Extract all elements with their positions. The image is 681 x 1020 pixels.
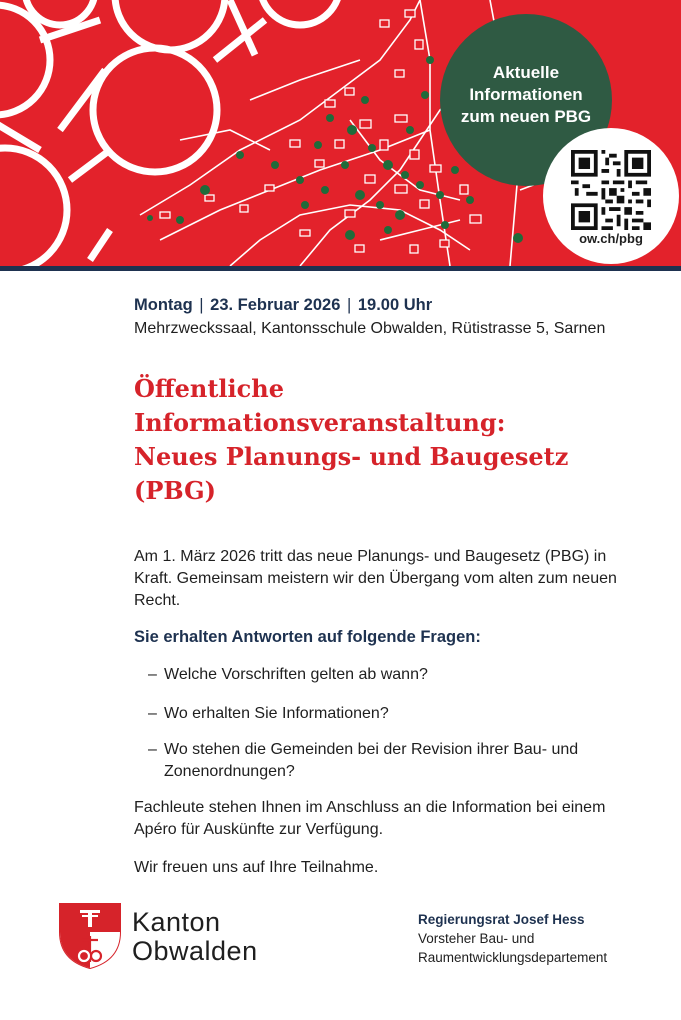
qr-badge[interactable] xyxy=(543,128,679,264)
question-list xyxy=(148,664,628,686)
page-title xyxy=(134,372,654,508)
separator: | xyxy=(346,296,352,314)
list-item xyxy=(148,664,628,686)
event-datetime xyxy=(134,294,654,316)
title-line: Öffentliche xyxy=(134,374,284,403)
list-dash: – xyxy=(148,705,157,722)
signature-block xyxy=(418,910,658,967)
info-badge-line: Informationen xyxy=(469,85,583,104)
list-item xyxy=(148,703,628,725)
canton-line: Kanton xyxy=(132,907,221,937)
title-line: Informationsveranstaltung: xyxy=(134,408,506,437)
event-time: 19.00 Uhr xyxy=(357,296,433,314)
event-day: Montag xyxy=(134,296,193,314)
question-text: Welche Vorschriften gelten ab wann? xyxy=(164,666,428,683)
event-date: 23. Februar 2026 xyxy=(210,296,341,314)
qr-url[interactable]: ow.ch/pbg xyxy=(579,231,643,246)
intro-paragraph: Am 1. März 2026 tritt das neue Planungs- und Baugesetz (PBG) in Kraft. Gemeinsam meistern wir den Übergang vom alten zum neuen Recht. xyxy=(134,548,617,609)
title-line: (PBG) xyxy=(134,476,216,505)
question-text: Wo stehen die Gemeinden bei der Revision ihrer Bau- und Zonenordnungen? xyxy=(164,741,579,780)
header-banner xyxy=(0,0,681,266)
closing-line: Wir freuen uns auf Ihre Teilnahme. xyxy=(134,859,379,876)
canton-logotype xyxy=(132,908,258,966)
event-details xyxy=(134,294,654,340)
info-badge-line: zum neuen PBG xyxy=(460,107,592,126)
question-list xyxy=(148,739,628,783)
canton-line: Obwalden xyxy=(132,936,258,966)
list-item xyxy=(148,739,628,783)
header-divider xyxy=(0,266,681,271)
canton-crest xyxy=(58,902,122,975)
signer-role: Raumentwicklungsdepartement xyxy=(418,950,608,965)
signer-name: Regierungsrat Josef Hess xyxy=(418,912,585,927)
outro-paragraph: Fachleute stehen Ihnen im Anschluss an die Information bei einem Apéro für Auskünfte zur Verfügung. xyxy=(134,799,606,838)
signer-role: Vorsteher Bau- und xyxy=(418,931,535,946)
obwalden-coat-of-arms-icon xyxy=(58,902,122,970)
question-list xyxy=(148,703,628,725)
qr-code-icon[interactable] xyxy=(571,150,651,230)
event-location: Mehrzweckssaal, Kantonsschule Obwalden, Rütistrasse 5, Sarnen xyxy=(134,320,606,337)
list-dash: – xyxy=(148,741,157,758)
separator: | xyxy=(199,296,204,314)
question-text: Wo erhalten Sie Informationen? xyxy=(164,705,389,722)
title-line: Neues Planungs- und Baugesetz xyxy=(134,442,569,471)
info-badge-line: Aktuelle xyxy=(492,63,560,82)
questions-heading: Sie erhalten Antworten auf folgende Fragen: xyxy=(134,628,481,646)
list-dash: – xyxy=(148,666,157,683)
